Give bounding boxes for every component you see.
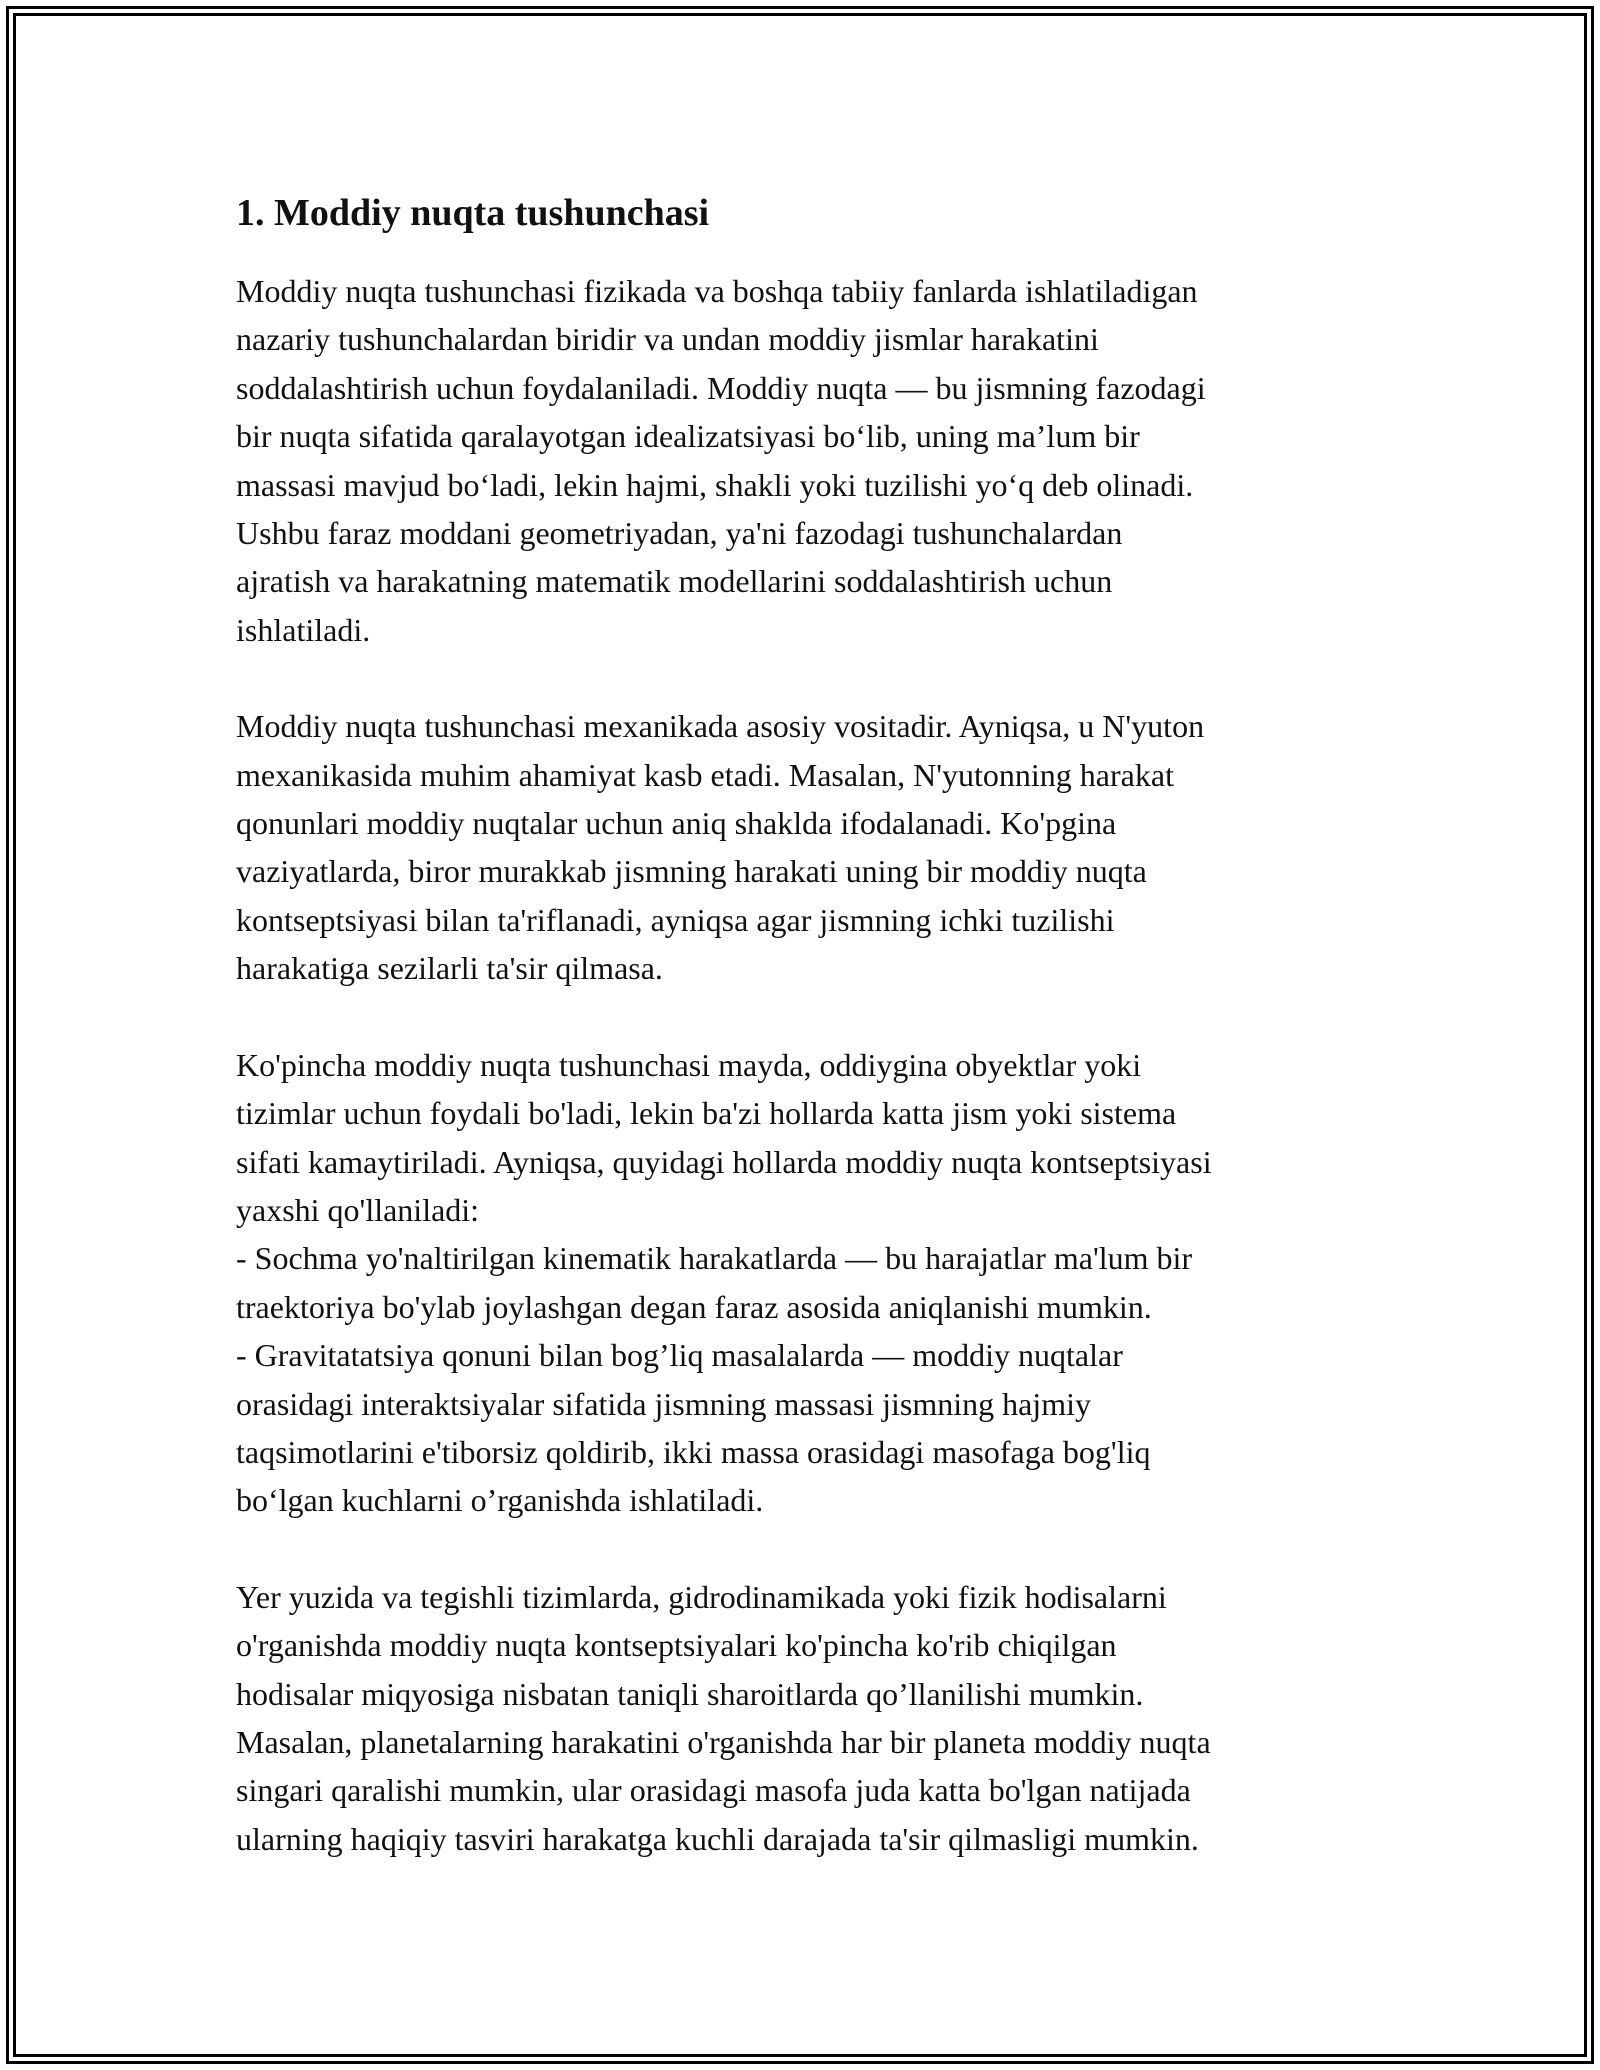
paragraph-4: Yer yuzida va tegishli tizimlarda, gidrodinamikada yoki fizik hodisalarni o'rganishda moddiy nuqta kontseptsiyalari ko'pincha ko'rib chiqilgan hodisalar miqyosiga nisbatan taniqli sharoitlarda qo’llanilishi mumkin. Masalan, planetalarning harakatini o'rganishda har bir planeta moddiy nuqta singari qaralishi mumkin, ular orasidagi masofa juda katta bo'lgan natijada ularning haqiqiy tasviri harakatga kuchli darajada ta'sir qilmasligi mumkin.: [236, 1578, 1211, 1857]
document-body: [236, 185, 1366, 1911]
paragraph-1: Moddiy nuqta tushunchasi fizikada va boshqa tabiiy fanlarda ishlatiladigan nazariy tushunchalardan biridir va undan moddiy jismlar harakatini soddalashtirish uchun foydalaniladi. Moddiy nuqta — bu jismning fazodagi bir nuqta sifatida qaralayotgan idealizatsiyasi bo‘lib, uning ma’lum bir massasi mavjud bo‘ladi, lekin hajmi, shakli yoki tuzilishi yo‘q deb olinadi. Ushbu faraz moddani geometriyadan, ya'ni fazodagi tushunchalardan ajratish va harakatning matematik modellarini soddalashtirish uchun ishlatiladi.: [236, 273, 1206, 648]
paragraph-3: Ko'pincha moddiy nuqta tushunchasi mayda, oddiygina obyektlar yoki tizimlar uchun foydali bo'ladi, lekin ba'zi hollarda katta jism yoki sistema sifati kamaytiriladi. Ayniqsa, quyidagi hollarda moddiy nuqta kontseptsiyasi yaxshi qo'llaniladi: - Sochma yo'naltirilgan kinematik harakatlarda — bu harajatlar ma'lum bir traektoriya bo'ylab joylashgan degan faraz asosida aniqlanishi mumkin. - Gravitatatsiya qonuni bilan bog’liq masalalarda — moddiy nuqtalar orasidagi interaktsiyalar sifatida jismning massasi jismning hajmiy taqsimotlarini e'tiborsiz qoldirib, ikki massa orasidagi masofaga bog'liq bo‘lgan kuchlarni o’rganishda ishlatiladi.: [236, 1046, 1212, 1519]
paragraph-2: Moddiy nuqta tushunchasi mexanikada asosiy vositadir. Ayniqsa, u N'yuton mexanikasida muhim ahamiyat kasb etadi. Masalan, N'yutonning harakat qonunlari moddiy nuqtalar uchun aniq shaklda ifodalanadi. Ko'pgina vaziyatlarda, biror murakkab jismning harakati uning bir moddiy nuqta kontseptsiyasi bilan ta'riflanadi, ayniqsa agar jismning ichki tuzilishi harakatiga sezilarli ta'sir qilmasa.: [236, 708, 1205, 987]
document-title: 1. Moddiy nuqta tushunchasi: [236, 192, 710, 234]
